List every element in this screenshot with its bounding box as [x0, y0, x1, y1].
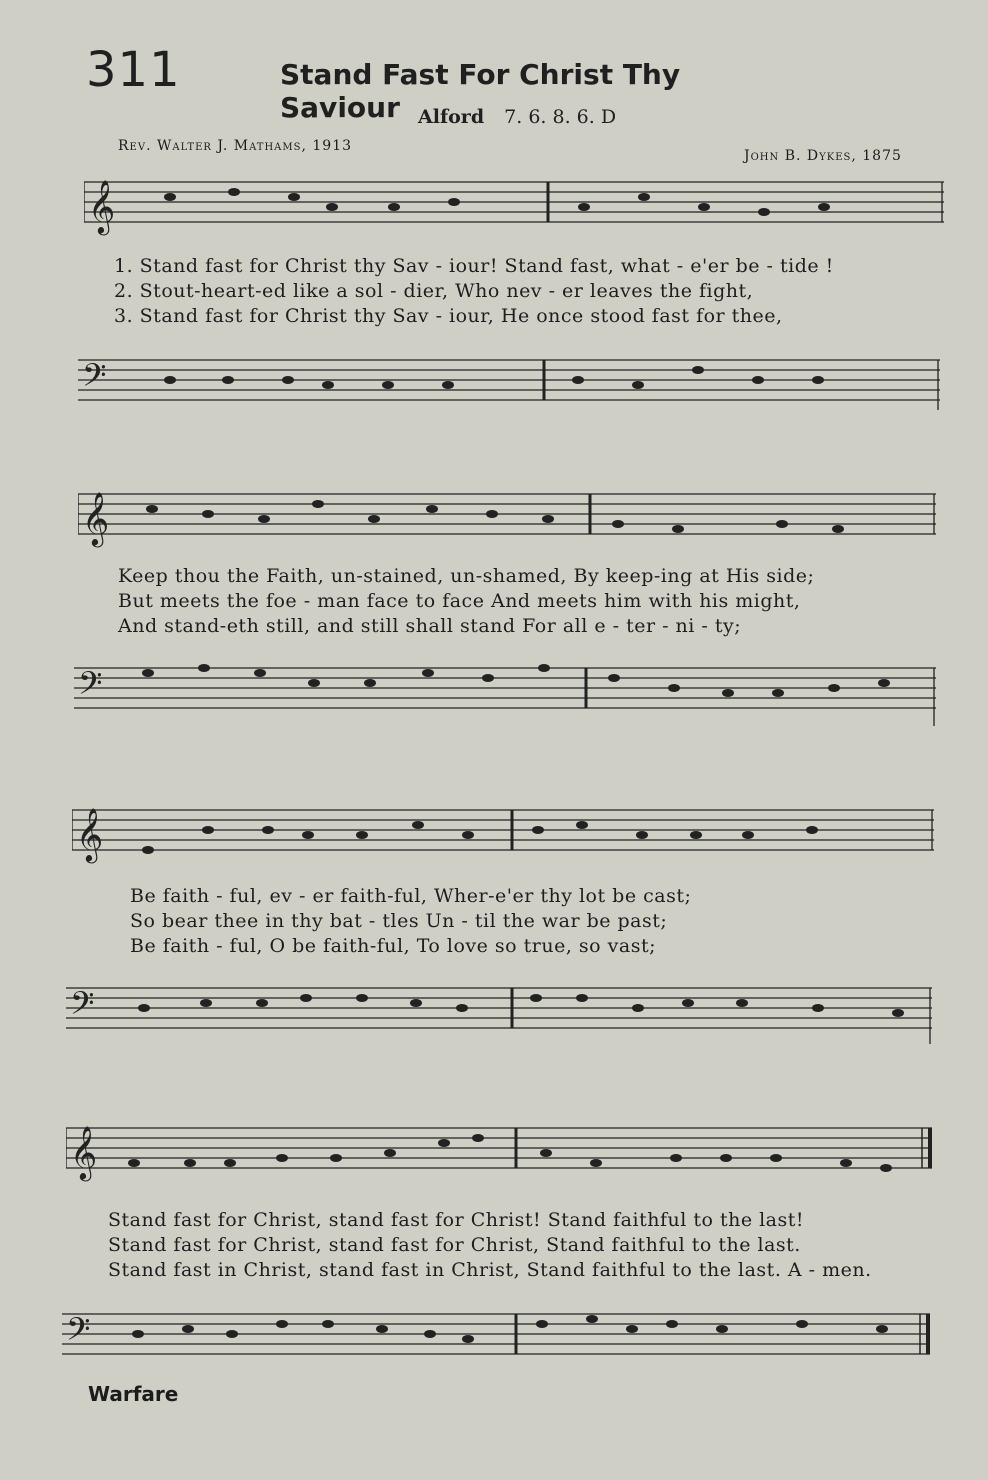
- verse-lines-system-2: [118, 564, 814, 639]
- treble-staff-system-1: [84, 172, 946, 248]
- svg-text:𝄞: 𝄞: [76, 807, 104, 861]
- verse-line: Stand fast for Christ, stand fast for Christ, Stand faithful to the last.: [108, 1234, 801, 1256]
- tune-name: Alford: [418, 106, 485, 128]
- svg-text:𝄢: 𝄢: [70, 985, 95, 1029]
- svg-text:𝄞: 𝄞: [88, 179, 116, 233]
- verse-line: 1. Stand fast for Christ thy Sav - iour! Stand fast, what - e'er be - tide !: [114, 255, 834, 277]
- tune-meter: 7. 6. 8. 6. D: [504, 106, 617, 128]
- verse-line: Be faith - ful, O be faith-ful, To love so true, so vast;: [130, 935, 656, 957]
- verse-lines-system-1: [114, 254, 834, 329]
- bass-staff-system-4: [62, 1296, 934, 1396]
- hymn-title: Stand Fast For Christ Thy Saviour: [280, 58, 681, 124]
- verse-lines-system-4: [108, 1208, 872, 1283]
- bass-staff-2-graphic: [74, 652, 938, 748]
- treble-staff-system-2: [78, 480, 940, 560]
- svg-text:𝄢: 𝄢: [66, 1311, 91, 1355]
- hymn-number: 311: [86, 42, 181, 98]
- bass-staff-system-1: [78, 346, 942, 422]
- tune-line: [418, 106, 616, 128]
- svg-text:𝄞: 𝄞: [70, 1125, 98, 1179]
- section-label: Warfare: [88, 1382, 179, 1406]
- bass-staff-1-graphic: [78, 346, 942, 422]
- verse-lines-system-3: [130, 884, 691, 959]
- bass-staff-3-graphic: [66, 968, 936, 1068]
- verse-line: And stand-eth still, and still shall stand For all e - ter - ni - ty;: [118, 615, 742, 637]
- verse-line: Stand fast for Christ, stand fast for Christ! Stand faithful to the last!: [108, 1209, 805, 1231]
- bass-staff-system-2: [74, 652, 938, 748]
- treble-staff-4-graphic: [66, 1110, 936, 1206]
- verse-line: But meets the foe - man face to face And meets him with his might,: [118, 590, 801, 612]
- composer-credit: John B. Dykes, 1875: [744, 148, 902, 164]
- svg-text:𝄞: 𝄞: [82, 491, 110, 545]
- verse-line: Keep thou the Faith, un-stained, un-shamed, By keep-ing at His side;: [118, 565, 815, 587]
- verse-line: Stand fast in Christ, stand fast in Christ, Stand faithful to the last. A - men.: [108, 1259, 872, 1281]
- treble-staff-system-4: [66, 1110, 936, 1206]
- treble-staff-system-3: [72, 790, 938, 886]
- treble-staff-3-graphic: [72, 790, 938, 886]
- author-credit: Rev. Walter J. Mathams, 1913: [118, 138, 353, 154]
- bass-staff-4-graphic: [62, 1296, 934, 1396]
- verse-line: So bear thee in thy bat - tles Un - til the war be past;: [130, 910, 668, 932]
- bass-staff-system-3: [66, 968, 936, 1068]
- svg-text:𝄢: 𝄢: [78, 665, 103, 709]
- treble-staff-2-graphic: [78, 480, 940, 560]
- verse-line: 3. Stand fast for Christ thy Sav - iour, He once stood fast for thee,: [114, 305, 783, 327]
- svg-text:𝄢: 𝄢: [82, 357, 107, 401]
- verse-line: Be faith - ful, ev - er faith-ful, Wher-e'er thy lot be cast;: [130, 885, 692, 907]
- verse-line: 2. Stout-heart-ed like a sol - dier, Who nev - er leaves the fight,: [114, 280, 754, 302]
- treble-staff-1-graphic: [84, 172, 946, 248]
